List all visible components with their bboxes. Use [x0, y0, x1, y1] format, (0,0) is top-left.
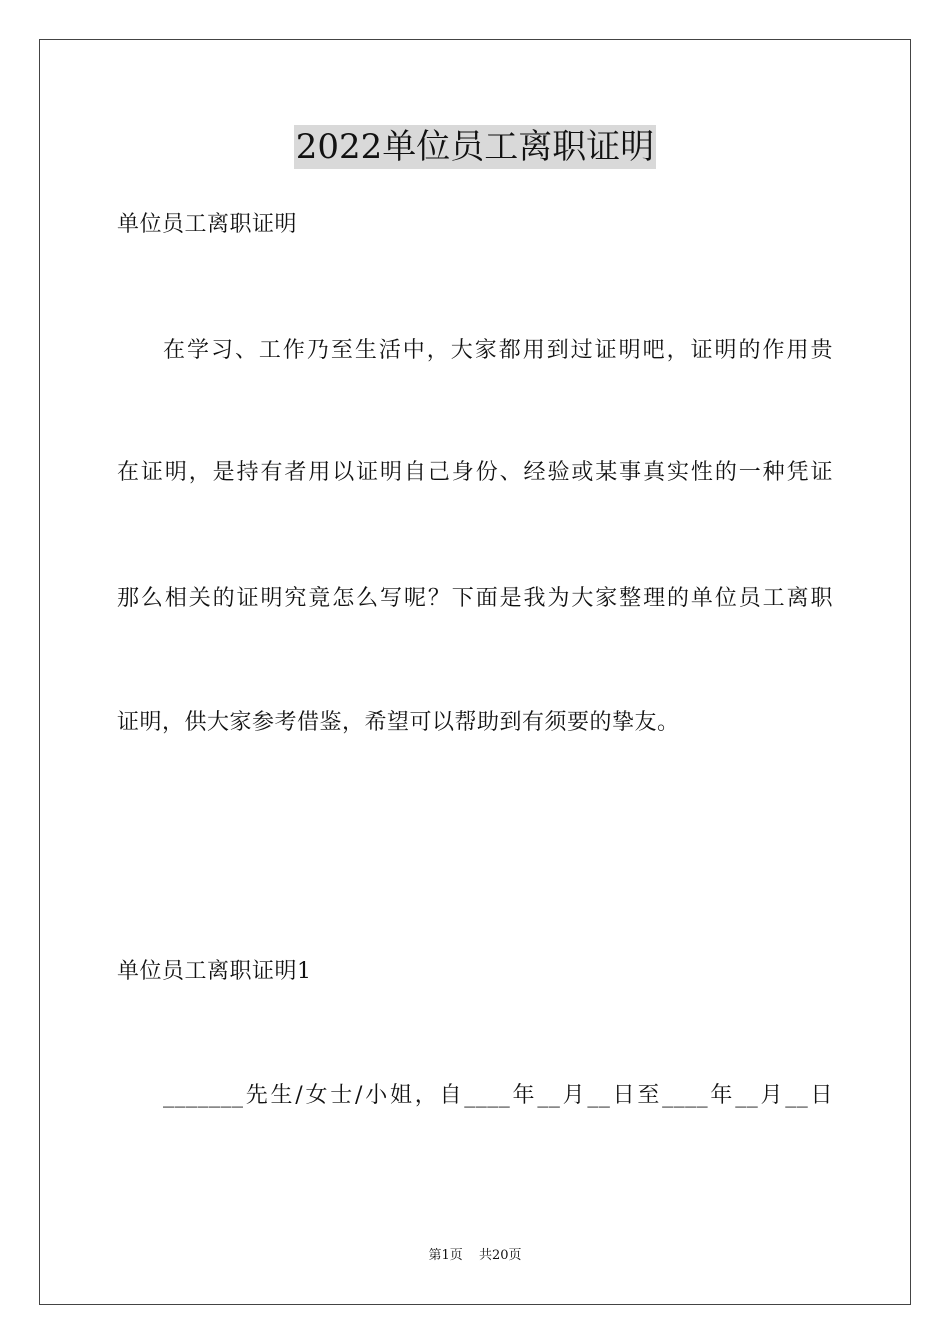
paragraph-line: 证明，供大家参考借鉴，希望可以帮助到有须要的挚友。 — [117, 710, 680, 735]
page-number: 第1页 — [428, 1248, 463, 1263]
section-heading: 单位员工离职证明 — [117, 212, 298, 237]
paragraph-line: 在学习、工作乃至生活中，大家都用到过证明吧，证明的作用贵 — [163, 338, 833, 363]
section-heading: 单位员工离职证明1 — [117, 959, 312, 984]
page-total: 共20页 — [478, 1248, 522, 1263]
title-container — [0, 125, 950, 169]
document-title: 2022单位员工离职证明 — [295, 127, 655, 167]
paragraph-line: 那么相关的证明究竟怎么写呢？下面是我为大家整理的单位员工离职 — [117, 586, 833, 611]
form-line: _______先生/女士/小姐，自____年__月__日至____年__月__日 — [163, 1083, 833, 1108]
page-footer — [0, 1247, 950, 1265]
paragraph-line: 在证明，是持有者用以证明自己身份、经验或某事真实性的一种凭证 — [117, 460, 833, 485]
